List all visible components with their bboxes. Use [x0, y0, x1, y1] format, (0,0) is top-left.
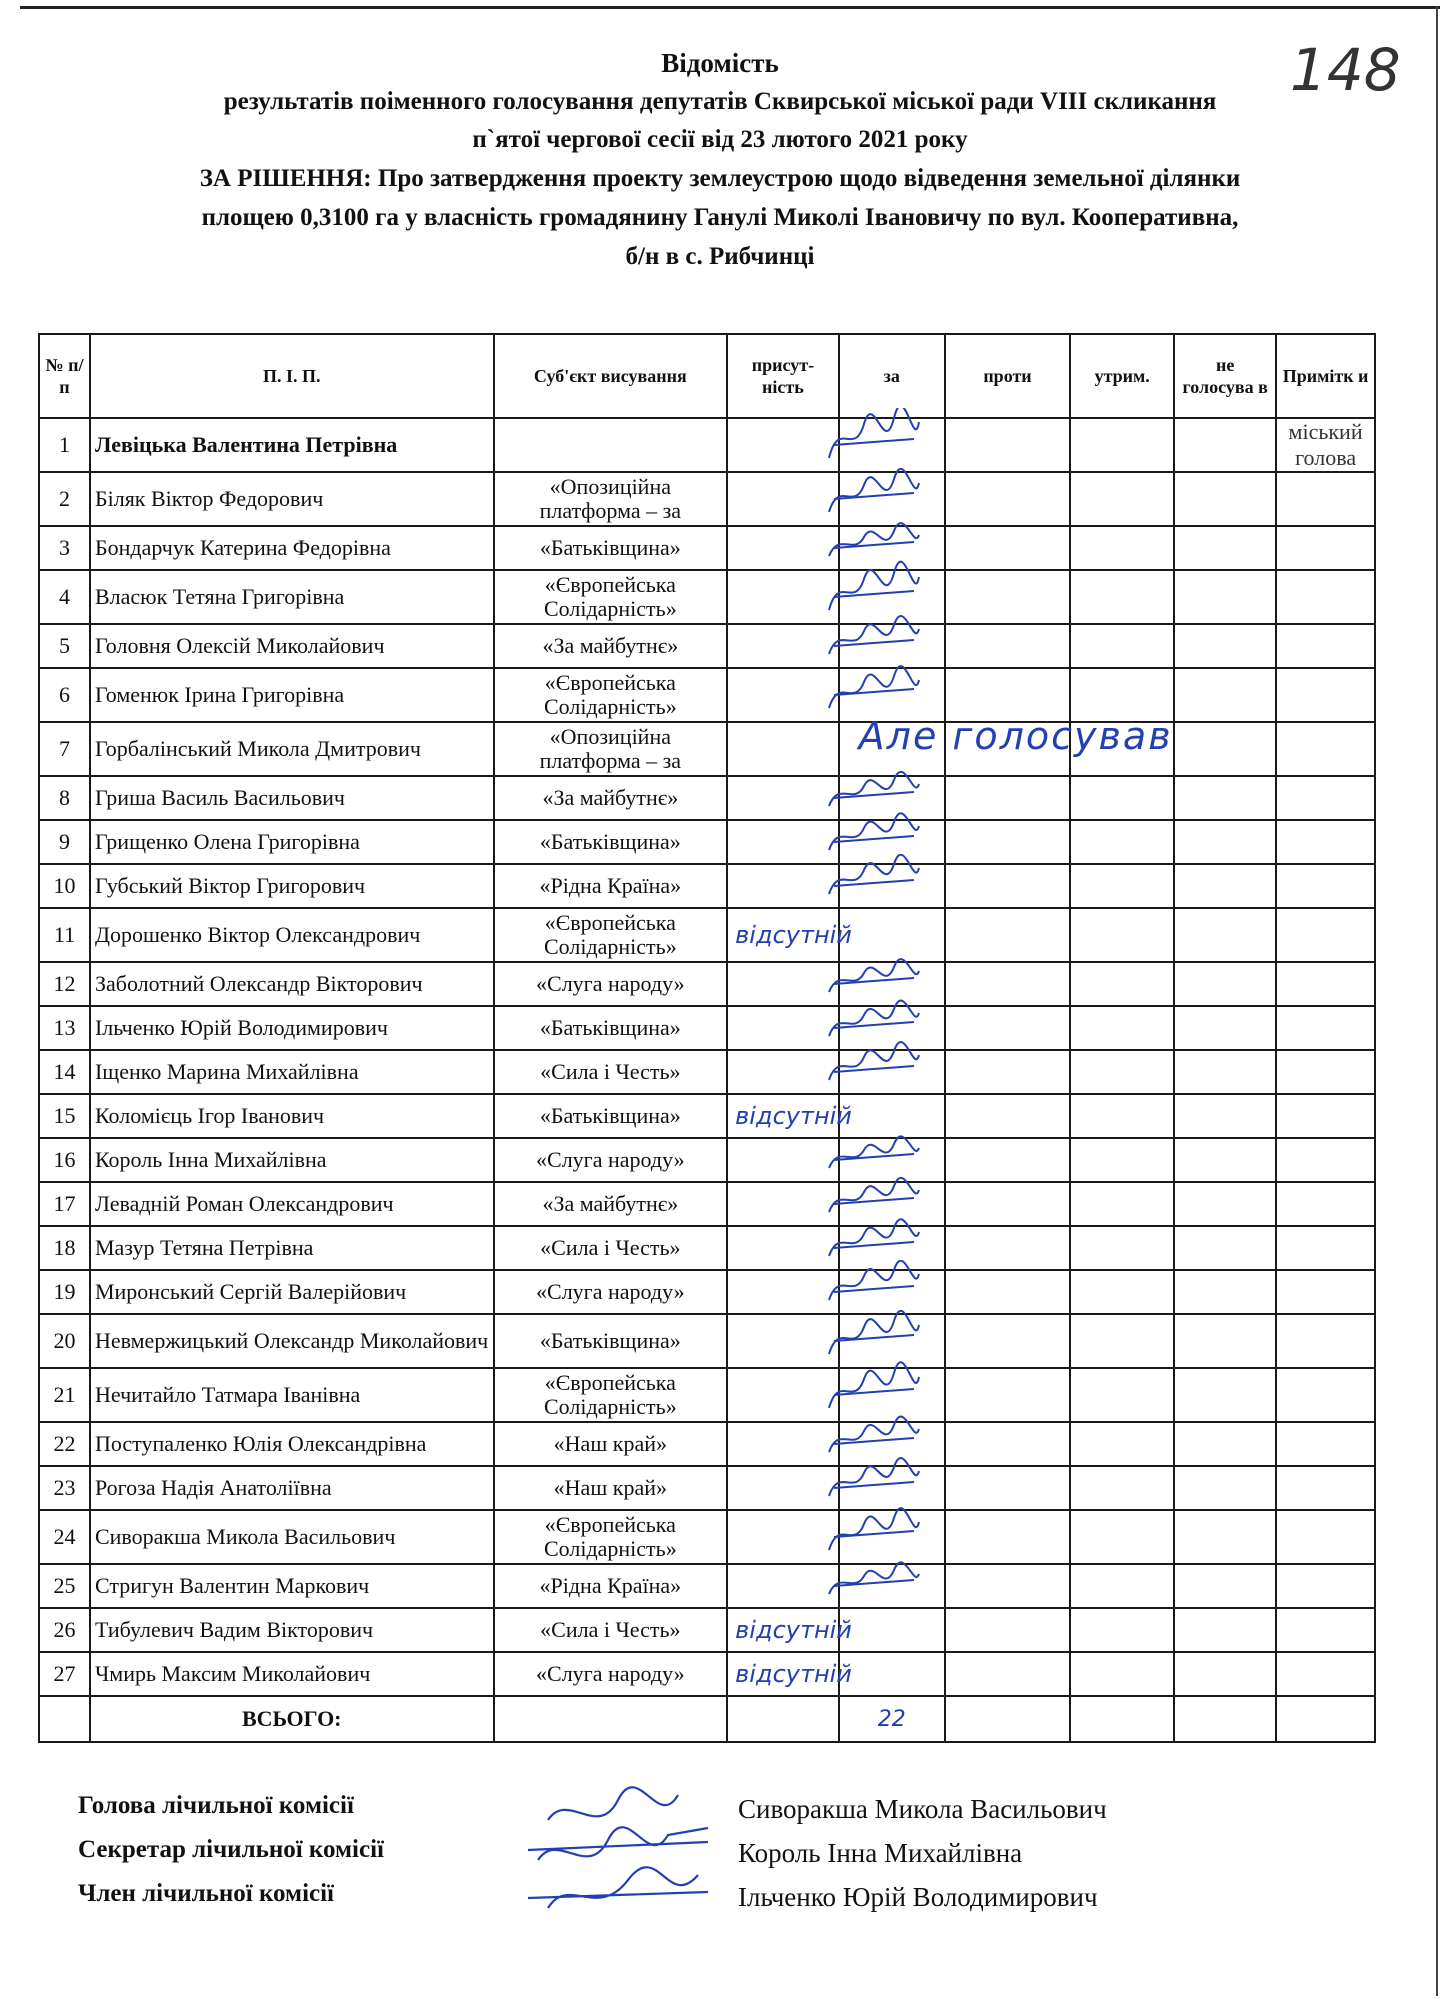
total-against: [945, 1696, 1070, 1742]
nominating-party: «Опозиційна платформа – за: [494, 722, 728, 776]
col-header-name: П. І. П.: [90, 334, 494, 418]
nominating-party: «Сила і Честь»: [494, 1050, 728, 1094]
row-number: 26: [39, 1608, 90, 1652]
table-row: [39, 1226, 1375, 1270]
abstain-cell: [1070, 1270, 1174, 1314]
deputy-name: Ільченко Юрій Володимирович: [90, 1006, 494, 1050]
table-row: [39, 1138, 1375, 1182]
abstain-cell: [1070, 1138, 1174, 1182]
note-cell: [1276, 472, 1375, 526]
abstain-cell: [1070, 1182, 1174, 1226]
row-number: 25: [39, 1564, 90, 1608]
not-voted-cell: [1174, 1652, 1276, 1696]
not-voted-cell: [1174, 1094, 1276, 1138]
not-voted-cell: [1174, 1314, 1276, 1368]
nominating-party: «За майбутнє»: [494, 624, 728, 668]
col-header-note: Примітк и: [1276, 334, 1375, 418]
absent-handwritten-note: відсутній: [735, 1102, 852, 1130]
not-voted-cell: [1174, 1368, 1276, 1422]
not-voted-cell: [1174, 1608, 1276, 1652]
abstain-cell: [1070, 820, 1174, 864]
against-cell: [945, 820, 1070, 864]
against-cell: [945, 962, 1070, 1006]
deputy-name: Гоменюк Ірина Григорівна: [90, 668, 494, 722]
nominating-party: «Європейська Солідарність»: [494, 570, 728, 624]
nominating-party: «Батьківщина»: [494, 820, 728, 864]
abstain-cell: [1070, 776, 1174, 820]
deputy-signature: [819, 1040, 929, 1104]
abstain-cell: [1070, 1094, 1174, 1138]
not-voted-cell: [1174, 668, 1276, 722]
row-number: 1: [39, 418, 90, 472]
col-header-abstain: утрим.: [1070, 334, 1174, 418]
deputy-name: Левіцька Валентина Петрівна: [90, 418, 494, 472]
member-name: Ільченко Юрій Володимирович: [738, 1882, 1098, 1912]
nominating-party: «Слуга народу»: [494, 1138, 728, 1182]
table-row: [39, 570, 1375, 624]
abstain-cell: [1070, 1422, 1174, 1466]
decision-line-1: ЗА РІШЕННЯ: Про затвердження проекту землеустрою щодо відведення земельної ділянки: [199, 165, 1241, 192]
deputy-name: Грищенко Олена Григорівна: [90, 820, 494, 864]
absent-handwritten-note: відсутній: [735, 1660, 852, 1688]
deputy-name: Мазур Тетяна Петрівна: [90, 1226, 494, 1270]
row-number: 7: [39, 722, 90, 776]
row-number: 4: [39, 570, 90, 624]
abstain-cell: [1070, 1510, 1174, 1564]
against-cell: [945, 624, 1070, 668]
deputy-name: Дорошенко Віктор Олександрович: [90, 908, 494, 962]
not-voted-cell: [1174, 864, 1276, 908]
table-row: [39, 1652, 1375, 1696]
total-empty-party: [494, 1696, 728, 1742]
nominating-party: «Європейська Солідарність»: [494, 668, 728, 722]
col-header-for: за: [839, 334, 945, 418]
table-row: [39, 1510, 1375, 1564]
note-cell: [1276, 1050, 1375, 1094]
document-header: [40, 48, 1400, 276]
note-cell: [1276, 1422, 1375, 1466]
table-row: [39, 1182, 1375, 1226]
chair-name: Сиворакша Микола Васильович: [738, 1794, 1107, 1824]
total-not-voted: [1174, 1696, 1276, 1742]
note-cell: [1276, 722, 1375, 776]
table-row: [39, 624, 1375, 668]
against-cell: [945, 1006, 1070, 1050]
not-voted-cell: [1174, 820, 1276, 864]
for-cell: [839, 1652, 945, 1696]
table-row: [39, 1094, 1375, 1138]
not-voted-cell: [1174, 526, 1276, 570]
not-voted-cell: [1174, 472, 1276, 526]
row-number: 6: [39, 668, 90, 722]
page-top-edge: [20, 6, 1440, 9]
nominating-party: «Європейська Солідарність»: [494, 1368, 728, 1422]
deputy-signature: [819, 1554, 929, 1618]
nominating-party: [494, 418, 728, 472]
table-row: [39, 418, 1375, 472]
row-number: 23: [39, 1466, 90, 1510]
not-voted-cell: [1174, 1138, 1276, 1182]
absent-handwritten-note: відсутній: [735, 921, 852, 949]
deputy-name: Губський Віктор Григорович: [90, 864, 494, 908]
abstain-cell: [1070, 1466, 1174, 1510]
row-number: 12: [39, 962, 90, 1006]
deputy-name: Король Інна Михайлівна: [90, 1138, 494, 1182]
header-line-2: п`ятої чергової сесії від 23 лютого 2021 року: [472, 126, 968, 153]
note-cell: [1276, 1368, 1375, 1422]
deputy-name: Заболотний Олександр Вікторович: [90, 962, 494, 1006]
nominating-party: «Слуга народу»: [494, 962, 728, 1006]
nominating-party: «Батьківщина»: [494, 1094, 728, 1138]
table-row: [39, 1006, 1375, 1050]
against-cell: [945, 1182, 1070, 1226]
note-cell: [1276, 526, 1375, 570]
nominating-party: «Наш край»: [494, 1422, 728, 1466]
row-number: 22: [39, 1422, 90, 1466]
against-cell: [945, 1368, 1070, 1422]
not-voted-cell: [1174, 908, 1276, 962]
against-cell: [945, 472, 1070, 526]
decision-line-3: б/н в с. Рибчинці: [625, 243, 815, 270]
abstain-cell: [1070, 1050, 1174, 1094]
against-cell: [945, 1466, 1070, 1510]
table-row: [39, 1270, 1375, 1314]
total-empty-num: [39, 1696, 90, 1742]
note-cell: [1276, 1006, 1375, 1050]
abstain-cell: [1070, 864, 1174, 908]
deputy-name: Нечитайло Татмара Іванівна: [90, 1368, 494, 1422]
not-voted-handwritten-note: Але голосував: [858, 714, 1173, 758]
table-row: [39, 962, 1375, 1006]
nominating-party: «Сила і Честь»: [494, 1226, 728, 1270]
document-title: Відомість: [661, 48, 779, 78]
commission-signatures: [78, 1792, 1378, 1924]
abstain-cell: [1070, 1226, 1174, 1270]
not-voted-cell: [1174, 1422, 1276, 1466]
nominating-party: «Наш край»: [494, 1466, 728, 1510]
deputy-name: Тибулевич Вадим Вікторович: [90, 1608, 494, 1652]
total-label: ВСЬОГО:: [90, 1696, 494, 1742]
row-number: 20: [39, 1314, 90, 1368]
note-cell: [1276, 1564, 1375, 1608]
row-number: 18: [39, 1226, 90, 1270]
deputy-name: Головня Олексій Миколайович: [90, 624, 494, 668]
deputy-name: Горбалінський Микола Дмитрович: [90, 722, 494, 776]
absent-handwritten-note: відсутній: [735, 1616, 852, 1644]
page-right-edge: [1436, 6, 1438, 1996]
deputy-name: Рогоза Надія Анатоліївна: [90, 1466, 494, 1510]
note-cell: міський голова: [1276, 418, 1375, 472]
col-header-num: № п/п: [39, 334, 90, 418]
decision-line-2: площею 0,3100 га у власність громадянину Ганулі Миколі Івановичу по вул. Кооперативна,: [201, 204, 1239, 231]
row-number: 27: [39, 1652, 90, 1696]
table-row: [39, 722, 1375, 776]
deputy-signature: [819, 854, 929, 918]
note-cell: [1276, 820, 1375, 864]
nominating-party: «Батьківщина»: [494, 526, 728, 570]
table-row: [39, 1368, 1375, 1422]
abstain-cell: [1070, 1368, 1174, 1422]
not-voted-cell: [1174, 1466, 1276, 1510]
against-cell: [945, 1050, 1070, 1094]
row-number: 2: [39, 472, 90, 526]
table-row: [39, 472, 1375, 526]
row-number: 16: [39, 1138, 90, 1182]
against-cell: [945, 1510, 1070, 1564]
secretary-role: Секретар лічильної комісії: [78, 1836, 384, 1863]
note-cell: [1276, 1270, 1375, 1314]
abstain-cell: [1070, 1564, 1174, 1608]
abstain-cell: [1070, 962, 1174, 1006]
nominating-party: «Опозиційна платформа – за: [494, 472, 728, 526]
total-for-value: 22: [839, 1696, 945, 1742]
deputy-name: Чмирь Максим Миколайович: [90, 1652, 494, 1696]
abstain-cell: [1070, 526, 1174, 570]
nominating-party: «Сила і Честь»: [494, 1608, 728, 1652]
deputy-name: Сиворакша Микола Васильович: [90, 1510, 494, 1564]
not-voted-cell: [1174, 962, 1276, 1006]
against-cell: [945, 1094, 1070, 1138]
note-cell: [1276, 776, 1375, 820]
table-row: [39, 668, 1375, 722]
table-row: [39, 820, 1375, 864]
not-voted-cell: [1174, 418, 1276, 472]
col-header-against: проти: [945, 334, 1070, 418]
row-number: 3: [39, 526, 90, 570]
commission-signatures-scribble: [508, 1780, 748, 1930]
table-row: [39, 864, 1375, 908]
note-cell: [1276, 1314, 1375, 1368]
total-abstain: [1070, 1696, 1174, 1742]
deputy-name: Поступаленко Юлія Олександрівна: [90, 1422, 494, 1466]
against-cell: [945, 908, 1070, 962]
not-voted-cell: [1174, 1226, 1276, 1270]
against-cell: [945, 1608, 1070, 1652]
note-cell: [1276, 1510, 1375, 1564]
col-header-party: Суб'єкт висування: [494, 334, 728, 418]
table-row: [39, 1564, 1375, 1608]
deputy-name: Левадній Роман Олександрович: [90, 1182, 494, 1226]
row-number: 21: [39, 1368, 90, 1422]
note-cell: [1276, 1138, 1375, 1182]
abstain-cell: [1070, 1006, 1174, 1050]
against-cell: [945, 1652, 1070, 1696]
table-row: [39, 1466, 1375, 1510]
deputy-name: Бондарчук Катерина Федорівна: [90, 526, 494, 570]
against-cell: [945, 1314, 1070, 1368]
deputy-name: Миронський Сергій Валерійович: [90, 1270, 494, 1314]
total-empty-present: [727, 1696, 839, 1742]
nominating-party: «Європейська Солідарність»: [494, 1510, 728, 1564]
row-number: 17: [39, 1182, 90, 1226]
against-cell: [945, 864, 1070, 908]
row-number: 11: [39, 908, 90, 962]
not-voted-cell: [1174, 1510, 1276, 1564]
not-voted-cell: [1174, 1006, 1276, 1050]
nominating-party: «Рідна Країна»: [494, 864, 728, 908]
row-number: 14: [39, 1050, 90, 1094]
against-cell: [945, 418, 1070, 472]
note-cell: [1276, 1466, 1375, 1510]
row-number: 24: [39, 1510, 90, 1564]
abstain-cell: [1070, 1652, 1174, 1696]
row-number: 9: [39, 820, 90, 864]
not-voted-cell: [1174, 1270, 1276, 1314]
against-cell: [945, 570, 1070, 624]
not-voted-cell: [1174, 776, 1276, 820]
note-cell: [1276, 864, 1375, 908]
abstain-cell: [1070, 908, 1174, 962]
page-number: 148: [1290, 36, 1401, 104]
against-cell: [945, 776, 1070, 820]
nominating-party: «За майбутнє»: [494, 1182, 728, 1226]
table-header-row: [39, 334, 1375, 418]
deputy-name: Невмержицький Олександр Миколайович: [90, 1314, 494, 1368]
table-row: [39, 776, 1375, 820]
against-cell: [945, 1422, 1070, 1466]
note-cell: [1276, 962, 1375, 1006]
note-cell: [1276, 1094, 1375, 1138]
note-cell: [1276, 1226, 1375, 1270]
note-cell: [1276, 908, 1375, 962]
note-cell: [1276, 668, 1375, 722]
table-row: [39, 1422, 1375, 1466]
note-cell: [1276, 624, 1375, 668]
against-cell: [945, 1138, 1070, 1182]
abstain-cell: [1070, 418, 1174, 472]
against-cell: [945, 1564, 1070, 1608]
nominating-party: «Слуга народу»: [494, 1652, 728, 1696]
total-row: [39, 1696, 1375, 1742]
member-role: Член лічильної комісії: [78, 1880, 335, 1907]
table-row: [39, 1608, 1375, 1652]
table-row: [39, 908, 1375, 962]
header-line-1: результатів поіменного голосування депутатів Сквирської міської ради VIII скликання: [223, 88, 1217, 115]
against-cell: [945, 526, 1070, 570]
not-voted-cell: [1174, 722, 1276, 776]
abstain-cell: [1070, 472, 1174, 526]
not-voted-cell: [1174, 570, 1276, 624]
nominating-party: «За майбутнє»: [494, 776, 728, 820]
row-number: 10: [39, 864, 90, 908]
nominating-party: «Слуга народу»: [494, 1270, 728, 1314]
not-voted-cell: [1174, 1050, 1276, 1094]
not-voted-cell: [1174, 1564, 1276, 1608]
row-number: 15: [39, 1094, 90, 1138]
against-cell: [945, 1270, 1070, 1314]
nominating-party: «Батьківщина»: [494, 1006, 728, 1050]
not-voted-cell: [1174, 1182, 1276, 1226]
table-row: [39, 1314, 1375, 1368]
deputy-name: Гриша Василь Васильович: [90, 776, 494, 820]
deputy-name: Коломієць Ігор Іванович: [90, 1094, 494, 1138]
not-voted-cell: [1174, 624, 1276, 668]
table-row: [39, 1050, 1375, 1094]
deputy-name: Біляк Віктор Федорович: [90, 472, 494, 526]
col-header-present: присут-ність: [727, 334, 839, 418]
table-row: [39, 526, 1375, 570]
col-header-not-voted: не голосува в: [1174, 334, 1276, 418]
abstain-cell: [1070, 570, 1174, 624]
note-cell: [1276, 1652, 1375, 1696]
total-note: [1276, 1696, 1375, 1742]
abstain-cell: [1070, 1608, 1174, 1652]
note-cell: [1276, 1608, 1375, 1652]
abstain-cell: [1070, 1314, 1174, 1368]
deputy-name: Стригун Валентин Маркович: [90, 1564, 494, 1608]
against-cell: [945, 1226, 1070, 1270]
chair-role: Голова лічильної комісії: [78, 1792, 354, 1819]
row-number: 19: [39, 1270, 90, 1314]
nominating-party: «Рідна Країна»: [494, 1564, 728, 1608]
abstain-cell: [1070, 624, 1174, 668]
row-number: 5: [39, 624, 90, 668]
row-number: 8: [39, 776, 90, 820]
nominating-party: «Європейська Солідарність»: [494, 908, 728, 962]
row-number: 13: [39, 1006, 90, 1050]
deputy-name: Власюк Тетяна Григорівна: [90, 570, 494, 624]
voting-table: [38, 333, 1376, 1743]
deputy-name: Іщенко Марина Михайлівна: [90, 1050, 494, 1094]
note-cell: [1276, 570, 1375, 624]
note-cell: [1276, 1182, 1375, 1226]
secretary-name: Король Інна Михайлівна: [738, 1838, 1023, 1868]
nominating-party: «Батьківщина»: [494, 1314, 728, 1368]
